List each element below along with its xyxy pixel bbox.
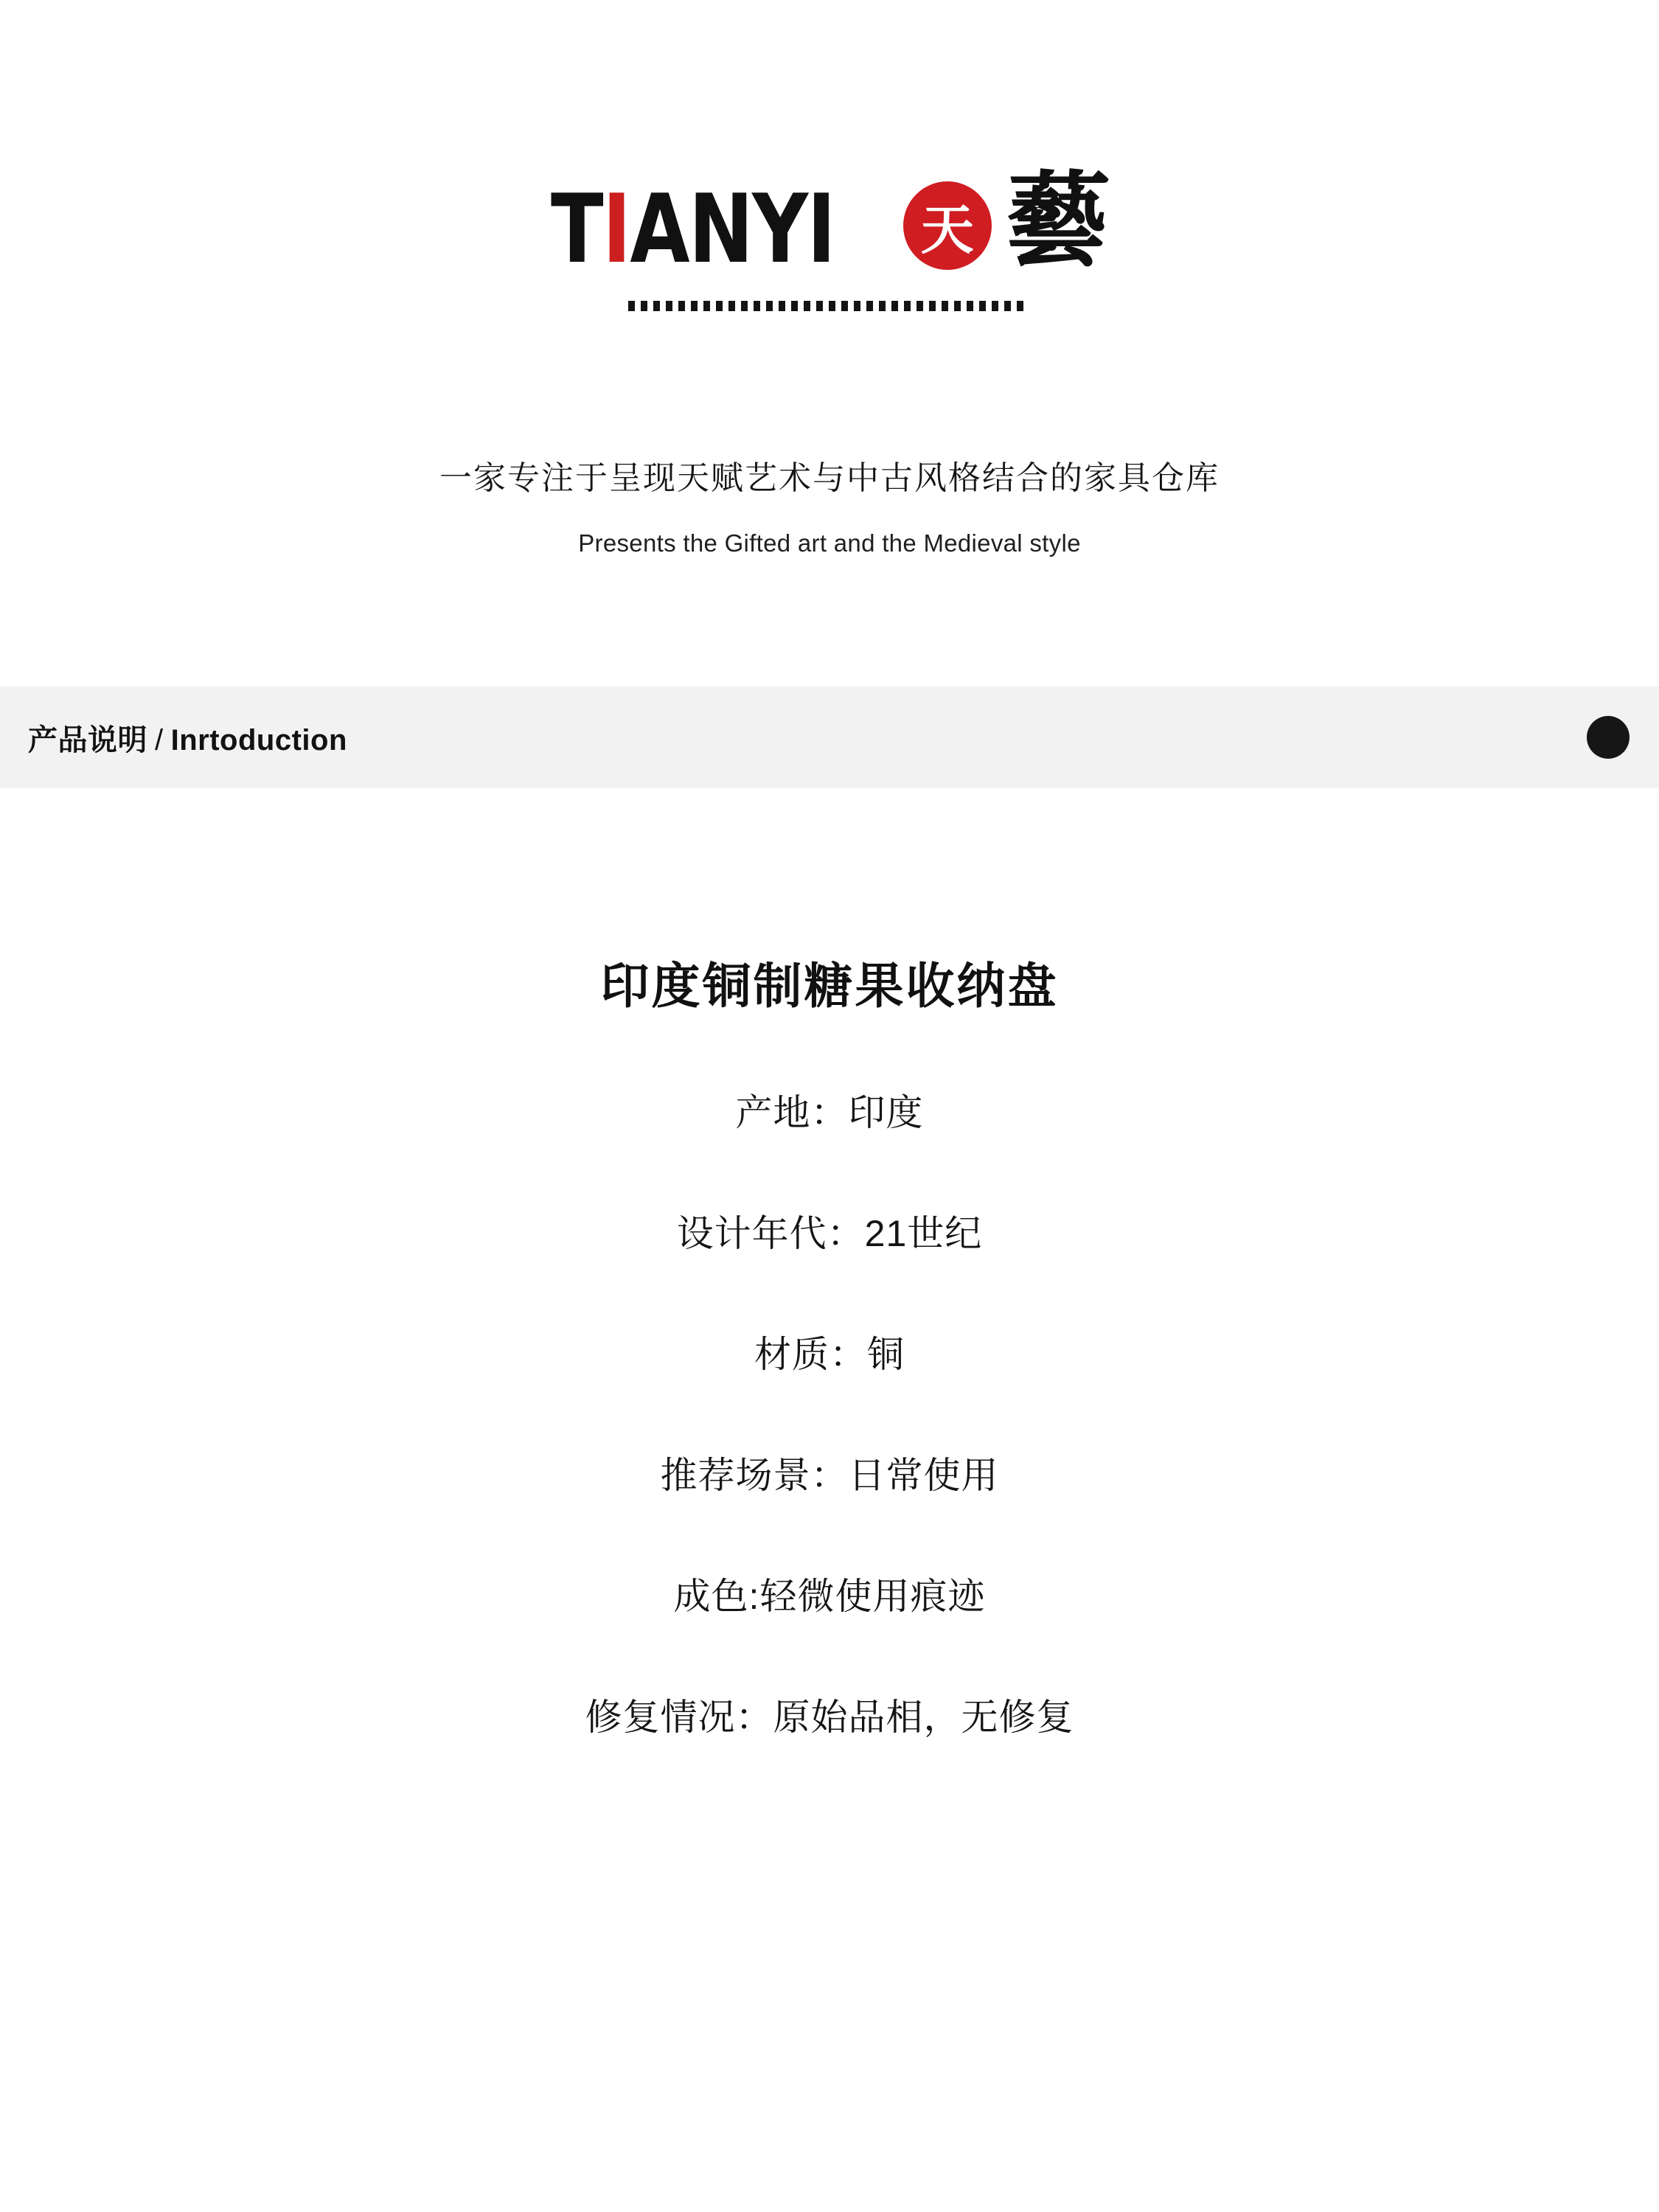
brand-seal-char: 天 <box>920 199 974 261</box>
spec-item: 设计年代：21世纪 <box>676 1213 983 1254</box>
section-header-bar <box>0 686 1659 788</box>
page-header <box>0 0 1659 557</box>
section-title-cn: 产品说明 <box>28 723 147 757</box>
spec-item: 材质：铜 <box>754 1334 905 1375</box>
tagline-english: Presents the Gifted art and the Medieval style <box>578 529 1081 557</box>
brand-brush-char: 藝 <box>1000 161 1113 282</box>
section-title <box>28 717 347 759</box>
section-dot-icon <box>1587 716 1630 759</box>
brand-wordmark-text: TIANYI <box>551 175 835 285</box>
brand-logo <box>551 147 1113 317</box>
brand-seal-icon <box>903 181 992 270</box>
product-title: 印度铜制糖果收纳盘 <box>600 959 1059 1013</box>
product-spec-list <box>585 1083 1074 1741</box>
brand-wordmark <box>551 147 835 285</box>
spec-item: 推荐场景：日常使用 <box>660 1455 999 1496</box>
section-title-separator: / <box>155 723 164 757</box>
product-introduction <box>0 788 1659 1741</box>
spec-item: 成色:轻微使用痕迹 <box>673 1576 986 1617</box>
spec-item: 产地：印度 <box>735 1092 924 1133</box>
spec-item: 修复情况：原始品相，无修复 <box>585 1697 1074 1738</box>
section-title-en: Inrtoduction <box>170 723 347 757</box>
tagline-chinese: 一家专注于呈现天赋艺术与中古风格结合的家具仓库 <box>439 460 1220 496</box>
